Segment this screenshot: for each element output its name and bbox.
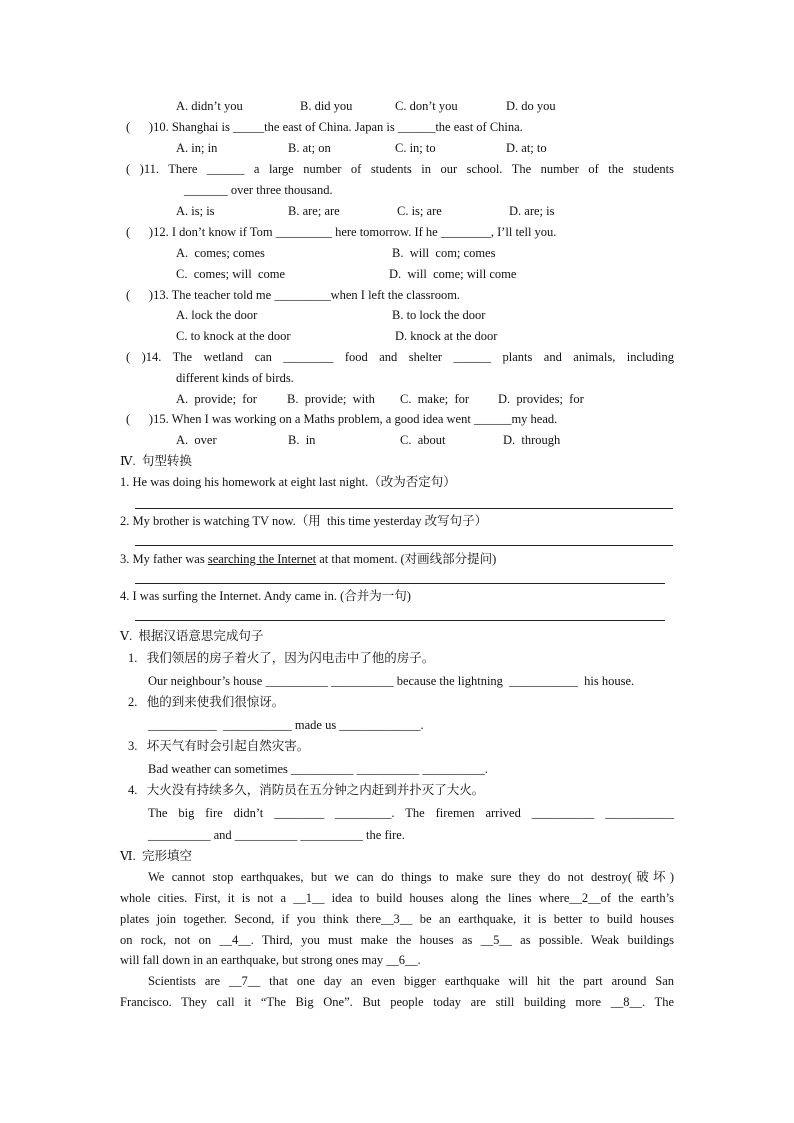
cloze-p1-line3: plates join together. Second, if you think there__3__ be an earthquake, it is better to build houses: [120, 912, 674, 926]
q12-option-b: B. will com; comes: [392, 246, 496, 260]
q12-stem: ( )12. I don’t know if Tom _________ here tomorrow. If he ________, I’ll tell you.: [126, 225, 557, 239]
cloze-p2-line2: Francisco. They call it “The Big One”. But people today are still building more __8__. The: [120, 995, 674, 1009]
answer-line-4-2: [135, 545, 673, 546]
q15-option-d: D. through: [503, 433, 561, 447]
q14-option-c: C. make; for: [400, 392, 470, 406]
cloze-p1-line2: whole cities. First, it is not a __1__ idea to build houses along the lines where__2__of the earth’s: [120, 891, 674, 905]
q10-stem: ( )10. Shanghai is _____the east of China. Japan is ______the east of China.: [126, 120, 523, 134]
answer-line-4-3: [135, 583, 665, 584]
cloze-p1-line4: on rock, not on __4__. Third, you must make the houses as __5__ as possible. Weak buildings: [120, 933, 674, 947]
cloze-p1-line1: We cannot stop earthquakes, but we can do things to make sure they do not destroy(破坏): [148, 870, 674, 884]
section-5-item-3-chinese: 3. 坏天气有时会引起自然灾害。: [128, 739, 310, 753]
q13-option-c: C. to knock at the door: [176, 329, 291, 343]
q13-option-a: A. lock the door: [176, 308, 258, 322]
q15-option-c: C. about: [400, 433, 446, 447]
q14-option-a: A. provide; for: [176, 392, 257, 406]
q14-stem-line2: different kinds of birds.: [176, 371, 294, 385]
section-5-item-2-english: ___________ ___________ made us _____________.: [148, 718, 424, 732]
q9-option-d: D. do you: [506, 99, 556, 113]
section-4-item-4: 4. I was surfing the Internet. Andy came in. (合并为一句): [120, 589, 411, 603]
q11-stem-line1: ( )11. There ______ a large number of students in our school. The number of the students: [126, 162, 674, 176]
q15-option-a: A. over: [176, 433, 217, 447]
section-4-item-1: 1. He was doing his homework at eight last night.（改为否定句）: [120, 475, 456, 489]
q10-option-b: B. at; on: [288, 141, 331, 155]
q11-stem-line2: _______ over three thousand.: [184, 183, 333, 197]
q12-option-a: A. comes; comes: [176, 246, 265, 260]
q11-option-d: D. are; is: [509, 204, 555, 218]
section-5-item-4-english-line1: The big fire didn’t ________ _________. The firemen arrived __________ ___________: [148, 806, 674, 820]
q9-option-c: C. don’t you: [395, 99, 458, 113]
q13-option-b: B. to lock the door: [392, 308, 486, 322]
q9-option-a: A. didn’t you: [176, 99, 243, 113]
section-5-item-2-chinese: 2. 他的到来使我们很惊讶。: [128, 695, 285, 709]
q15-stem: ( )15. When I was working on a Maths problem, a good idea went ______my head.: [126, 412, 558, 426]
section-4-item-3: 3. My father was searching the Internet at that moment. (对画线部分提问): [120, 552, 497, 566]
q12-option-c: C. comes; will come: [176, 267, 286, 281]
section-5-item-4-english-line2: __________ and __________ __________ the fire.: [148, 828, 405, 842]
q14-stem-line1: ( )14. The wetland can ________ food and shelter ______ plants and animals, including: [126, 350, 674, 364]
q10-option-c: C. in; to: [395, 141, 436, 155]
q13-stem: ( )13. The teacher told me _________when I left the classroom.: [126, 288, 461, 302]
section-5-item-4-chinese: 4. 大火没有持续多久，消防员在五分钟之内赶到并扑灭了大火。: [128, 783, 485, 797]
section-4-item-2: 2. My brother is watching TV now.（用 this time yesterday 改写句子）: [120, 514, 488, 528]
underlined-phrase: searching the Internet: [207, 552, 317, 566]
section-6-heading: Ⅵ. 完形填空: [120, 849, 192, 863]
q11-option-a: A. is; is: [176, 204, 215, 218]
q9-option-b: B. did you: [300, 99, 353, 113]
answer-line-4-1: [135, 508, 673, 509]
q11-option-b: B. are; are: [288, 204, 340, 218]
section-5-item-3-english: Bad weather can sometimes __________ __________ __________.: [148, 762, 488, 776]
q12-option-d: D. will come; will come: [389, 267, 517, 281]
q10-option-d: D. at; to: [506, 141, 547, 155]
q15-option-b: B. in: [288, 433, 316, 447]
answer-line-4-4: [135, 620, 665, 621]
q13-option-d: D. knock at the door: [395, 329, 498, 343]
section-5-heading: Ⅴ. 根据汉语意思完成句子: [120, 629, 264, 643]
cloze-p2-line1: Scientists are __7__ that one day an even bigger earthquake will hit the part around San: [148, 974, 674, 988]
section-5-item-1-english: Our neighbour’s house __________ __________ because the lightning ___________ his house.: [148, 674, 635, 688]
cloze-p1-line5: will fall down in an earthquake, but strong ones may __6__.: [120, 953, 421, 967]
section-5-item-1-chinese: 1. 我们领居的房子着火了，因为闪电击中了他的房子。: [128, 651, 435, 665]
q14-option-d: D. provides; for: [498, 392, 584, 406]
q14-option-b: B. provide; with: [287, 392, 375, 406]
section-4-heading: Ⅳ. 句型转换: [120, 454, 192, 468]
q10-option-a: A. in; in: [176, 141, 218, 155]
q11-option-c: C. is; are: [397, 204, 442, 218]
